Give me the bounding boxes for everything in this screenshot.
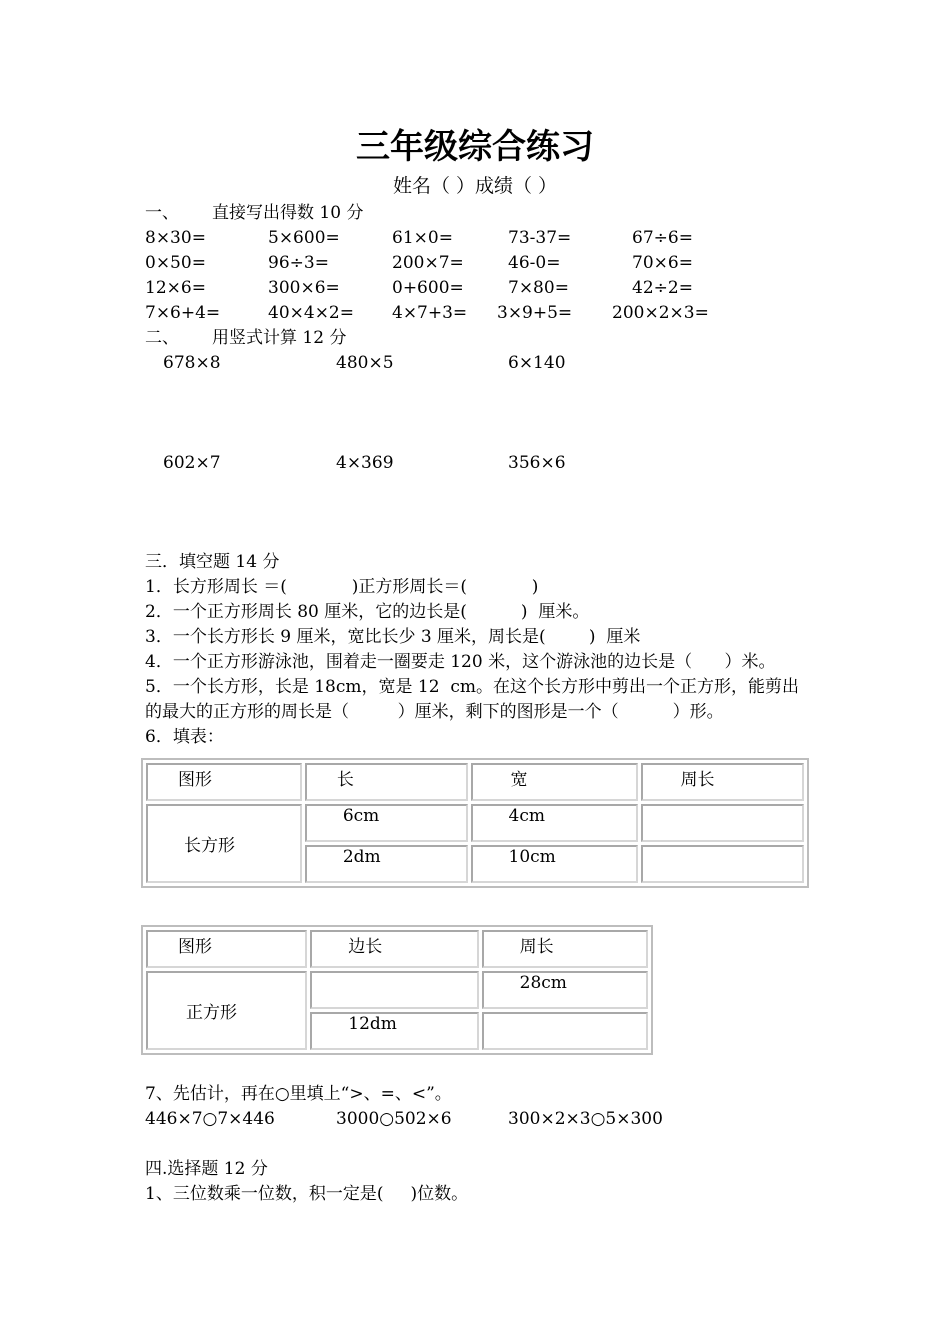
compare-item: 3000○502×6 (336, 1109, 452, 1129)
perimeter-answer-cell[interactable] (641, 845, 805, 883)
calc-item: 40×4×2= (268, 303, 354, 323)
table-header: 边长 (310, 930, 478, 968)
fill-question-3: 3．一个长方形长 9 厘米，宽比长少 3 厘米，周长是( ) 厘米 (145, 627, 641, 647)
calc-item: 8×30= (145, 228, 206, 248)
fill-question-1: 1．长方形周长 ＝( )正方形周长＝( ) (145, 577, 539, 597)
shape-cell: 长方形 (146, 804, 302, 883)
vertical-calc-item: 678×8 (163, 353, 221, 373)
section2-heading: 用竖式计算 12 分 (212, 328, 347, 348)
section2-number: 二、 (145, 328, 179, 348)
square-table (141, 925, 653, 1055)
calc-item: 96÷3= (268, 253, 329, 273)
compare-prompt: 7、先估计，再在○里填上“>、=、<”。 (145, 1084, 452, 1104)
table-cell: 6cm (305, 804, 468, 842)
table-cell: 10cm (471, 845, 638, 883)
table-header: 长 (305, 763, 468, 801)
calc-item: 73-37= (508, 228, 572, 248)
fill-question-5-line1: 5．一个长方形，长是 18cm，宽是 12 cm。在这个长方形中剪出一个正方形，能剪出 (145, 677, 799, 697)
compare-item: 446×7○7×446 (145, 1109, 275, 1129)
rectangle-table (141, 758, 809, 888)
table-cell: 12dm (310, 1012, 478, 1050)
fill-question-4: 4．一个正方形游泳池，围着走一圈要走 120 米，这个游泳池的边长是（ ）米。 (145, 652, 776, 672)
vertical-calc-item: 480×5 (336, 353, 394, 373)
calc-item: 46-0= (508, 253, 561, 273)
table-cell: 4cm (471, 804, 638, 842)
calc-item: 7×80= (508, 278, 569, 298)
name-score-line: 姓名（ ）成绩（ ） (392, 175, 558, 197)
table-cell: 2dm (305, 845, 468, 883)
calc-item: 200×7= (392, 253, 464, 273)
perimeter-answer-cell[interactable] (641, 804, 805, 842)
calc-item: 42÷2= (632, 278, 693, 298)
table-cell: 28cm (482, 971, 648, 1009)
compare-item: 300×2×3○5×300 (508, 1109, 663, 1129)
side-answer-cell[interactable] (310, 971, 478, 1009)
fill-question-6: 6．填表： (145, 727, 224, 747)
table-header: 图形 (146, 763, 302, 801)
section4-heading: 四.选择题 12 分 (145, 1159, 268, 1179)
table-header: 宽 (471, 763, 638, 801)
vertical-calc-item: 356×6 (508, 453, 566, 473)
table-header: 图形 (146, 930, 307, 968)
fill-question-5-line2: 的最大的正方形的周长是（ ）厘米，剩下的图形是一个（ ）形。 (145, 702, 724, 722)
vertical-calc-item: 6×140 (508, 353, 566, 373)
section1-heading: 直接写出得数 10 分 (212, 203, 364, 223)
calc-item: 12×6= (145, 278, 206, 298)
fill-question-2: 2．一个正方形周长 80 厘米，它的边长是( ) 厘米。 (145, 602, 590, 622)
calc-item: 0×50= (145, 253, 206, 273)
perimeter-answer-cell[interactable] (482, 1012, 648, 1050)
calc-item: 70×6= (632, 253, 693, 273)
calc-item: 300×6= (268, 278, 340, 298)
calc-item: 200×2×3= (612, 303, 709, 323)
page-title: 三年级综合练习 (356, 127, 594, 167)
table-header: 周长 (641, 763, 805, 801)
choice-question-1: 1、三位数乘一位数，积一定是( )位数。 (145, 1184, 469, 1204)
calc-item: 5×600= (268, 228, 340, 248)
calc-item: 7×6+4= (145, 303, 221, 323)
table-header: 周长 (482, 930, 648, 968)
vertical-calc-item: 602×7 (163, 453, 221, 473)
vertical-calc-item: 4×369 (336, 453, 394, 473)
section1-number: 一、 (145, 203, 179, 223)
calc-item: 61×0= (392, 228, 453, 248)
shape-cell: 正方形 (146, 971, 307, 1050)
calc-item: 0+600= (392, 278, 464, 298)
calc-item: 4×7+3= (392, 303, 468, 323)
calc-item: 3×9+5= (497, 303, 573, 323)
section3-heading: 三．填空题 14 分 (145, 552, 280, 572)
calc-item: 67÷6= (632, 228, 693, 248)
